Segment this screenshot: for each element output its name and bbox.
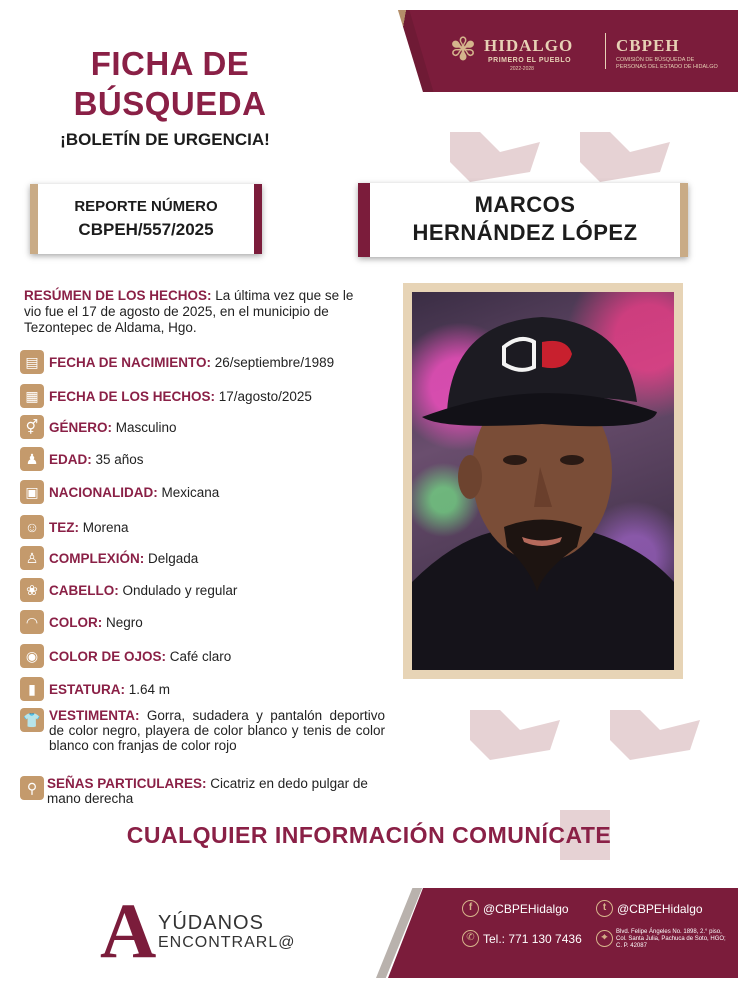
call-to-action: CUALQUIER INFORMACIÓN COMUNÍCATE bbox=[126, 822, 612, 848]
location-pin-icon: ⌖ bbox=[596, 930, 613, 947]
logo-divider bbox=[605, 33, 606, 69]
field-value: 26/septiembre/1989 bbox=[214, 354, 335, 370]
report-number-box bbox=[30, 184, 262, 254]
summary-label: RESÚMEN DE LOS HECHOS bbox=[24, 288, 208, 303]
ruler-icon: ▮ bbox=[20, 677, 44, 701]
field-particular-marks bbox=[20, 776, 390, 806]
field-build bbox=[20, 545, 390, 571]
field-value: Morena bbox=[82, 519, 129, 535]
title-line-2: BÚSQUEDA bbox=[73, 85, 267, 122]
field-value: 17/agosto/2025 bbox=[218, 388, 312, 404]
field-value: 1.64 m bbox=[128, 681, 171, 697]
field-hair bbox=[20, 577, 390, 603]
field-value: Café claro bbox=[169, 648, 232, 664]
cbpeh-logo-subtitle: COMISIÓN DE BÚSQUEDA DE PERSONAS DEL ESTADO DE HIDALGO bbox=[616, 57, 718, 70]
person-first-name: MARCOS bbox=[474, 192, 576, 217]
report-label: REPORTE NÚMERO bbox=[74, 198, 218, 215]
field-label: FECHA DE NACIMIENTO: bbox=[49, 354, 211, 370]
field-event-date bbox=[20, 383, 390, 409]
person-last-name: HERNÁNDEZ LÓPEZ bbox=[412, 220, 638, 245]
field-skin bbox=[20, 514, 390, 540]
field-value: 35 años bbox=[95, 451, 144, 467]
field-value: Ondulado y regular bbox=[122, 582, 238, 598]
field-label: TEZ: bbox=[49, 519, 79, 535]
field-nationality bbox=[20, 479, 390, 505]
field-age bbox=[20, 446, 390, 472]
field-label: NACIONALIDAD: bbox=[49, 484, 158, 500]
hidalgo-logo-slogan: PRIMERO EL PUEBLO bbox=[488, 57, 572, 64]
field-birth-date bbox=[20, 349, 390, 375]
hidalgo-flower-icon: ✾ bbox=[449, 31, 477, 67]
calendar-icon: ▦ bbox=[20, 384, 44, 408]
field-value: Delgada bbox=[148, 550, 199, 566]
field-height bbox=[20, 676, 390, 702]
title-line-1: FICHA DE bbox=[90, 45, 250, 82]
cake-icon: ▤ bbox=[20, 350, 44, 374]
field-value: Mexicana bbox=[161, 484, 220, 500]
twitter-handle[interactable]: @CBPEHidalgo bbox=[617, 902, 703, 916]
hidalgo-logo-years: 2022-2028 bbox=[510, 66, 534, 72]
field-gender bbox=[20, 414, 390, 440]
campaign-logo-line2: ENCONTRARL@ bbox=[158, 934, 296, 951]
lips-icon: ◠ bbox=[20, 610, 44, 634]
campaign-logo-letter: A bbox=[100, 887, 157, 974]
report-number: CBPEH/557/2025 bbox=[78, 220, 214, 239]
field-value: Negro bbox=[106, 614, 143, 630]
body-icon: ♙ bbox=[20, 546, 44, 570]
facebook-icon: f bbox=[462, 900, 479, 917]
address-text: Blvd. Felipe Ángeles No. 1898, 2.° piso, Col. Santa Julia, Pachuca de Soto, HGO; C. P. 42087 bbox=[616, 929, 726, 949]
field-value: Gorra, sudadera y pantalón deportivo de color negro, playera de color blanco y tenis de color blanco con franjas de color rojo bbox=[49, 708, 385, 753]
magnifier-icon: ⚲ bbox=[20, 776, 44, 800]
campaign-logo-line1: YÚDANOS bbox=[158, 912, 264, 934]
field-label: FECHA DE LOS HECHOS: bbox=[49, 388, 216, 404]
phone-number[interactable]: Tel.: 771 130 7436 bbox=[483, 932, 582, 946]
hidalgo-logo-text: HIDALGO bbox=[484, 36, 574, 55]
page-title bbox=[40, 44, 300, 124]
person-name-box bbox=[358, 183, 688, 257]
gender-icon: ⚥ bbox=[20, 415, 44, 439]
people-icon: ♟ bbox=[20, 447, 44, 471]
field-label: ESTATURA: bbox=[49, 681, 125, 697]
field-label: COMPLEXIÓN: bbox=[49, 550, 145, 566]
facebook-handle[interactable]: @CBPEHidalgo bbox=[483, 902, 569, 916]
eye-icon: ◉ bbox=[20, 644, 44, 668]
id-card-icon: ▣ bbox=[20, 480, 44, 504]
field-label: SEÑAS PARTICULARES: bbox=[47, 776, 207, 791]
shirt-icon: 👕 bbox=[20, 708, 44, 732]
field-label: COLOR: bbox=[49, 614, 103, 630]
person-portrait bbox=[412, 292, 674, 670]
twitter-icon: t bbox=[596, 900, 613, 917]
field-label: GÉNERO: bbox=[49, 419, 113, 435]
field-label: VESTIMENTA: bbox=[49, 708, 140, 723]
field-value: Cicatriz en dedo pulgar de mano derecha bbox=[47, 776, 368, 806]
field-clothing bbox=[20, 708, 390, 753]
hair-icon: ❀ bbox=[20, 578, 44, 602]
summary-text: La última vez que se le vio fue el 17 de agosto de 2025, en el municipio de Tezontepec de Aldama, Hgo. bbox=[24, 288, 354, 335]
field-value: Masculino bbox=[115, 419, 177, 435]
face-icon: ☺ bbox=[20, 515, 44, 539]
field-label: EDAD: bbox=[49, 451, 92, 467]
facts-summary: RESÚMEN DE LOS HECHOS: La última vez que se le vio fue el 17 de agosto de 2025, en el municipio de Tezontepec de Aldama, Hgo. bbox=[24, 288, 354, 335]
cbpeh-logo-text: CBPEH bbox=[616, 36, 680, 55]
urgency-subtitle: ¡BOLETÍN DE URGENCIA! bbox=[60, 130, 270, 149]
phone-icon: ✆ bbox=[462, 930, 479, 947]
field-label: COLOR DE OJOS: bbox=[49, 648, 167, 664]
person-photo bbox=[412, 292, 674, 670]
field-label: CABELLO: bbox=[49, 582, 119, 598]
photo-frame bbox=[403, 283, 683, 679]
field-eye-color bbox=[20, 643, 390, 669]
field-color bbox=[20, 609, 390, 635]
